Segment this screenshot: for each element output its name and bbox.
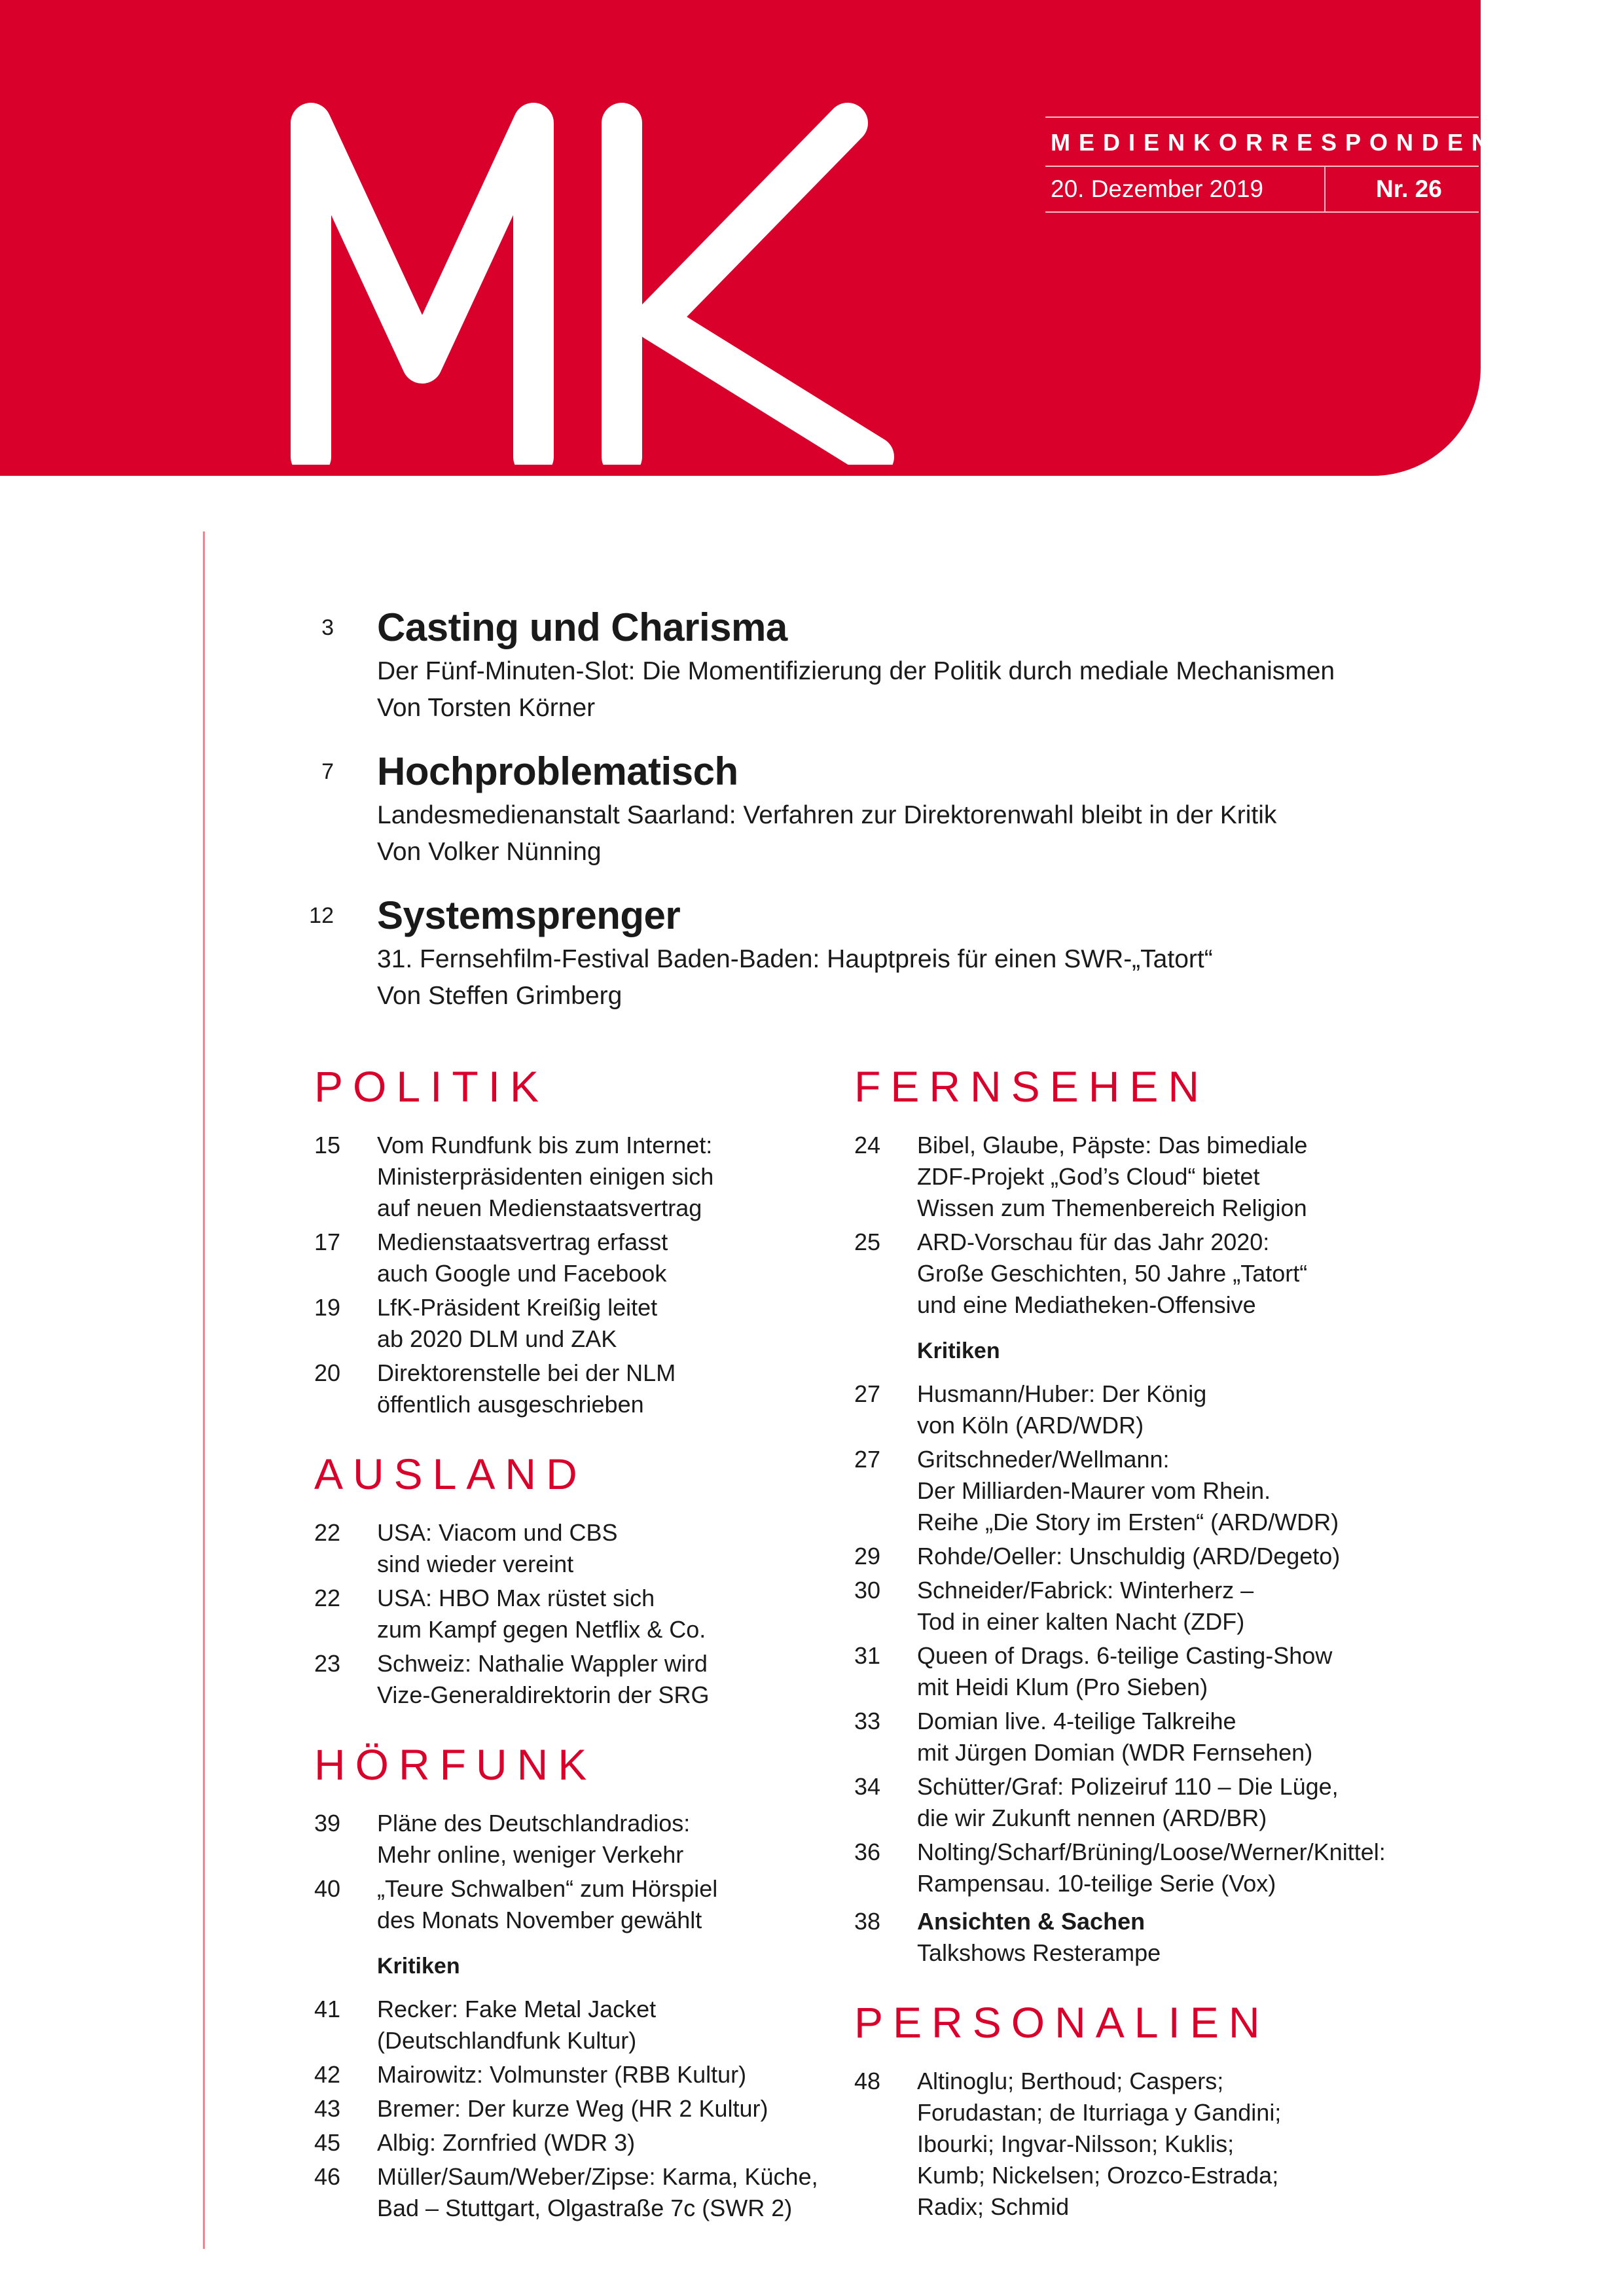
entry-text: Bremer: Der kurze Weg (HR 2 Kultur) xyxy=(377,2095,768,2122)
page-number: 33 xyxy=(854,1708,881,1734)
page-number: 12 xyxy=(309,903,334,928)
page-number: 34 xyxy=(854,1773,881,1800)
entry-text: Bad – Stuttgart, Olgastraße 7c (SWR 2) xyxy=(377,2195,793,2221)
page-number: 19 xyxy=(314,1294,341,1321)
entry-text: Albig: Zornfried (WDR 3) xyxy=(377,2129,636,2156)
entry-text: Müller/Saum/Weber/Zipse: Karma, Küche, xyxy=(377,2163,818,2190)
featured-title: Casting und Charisma xyxy=(377,605,787,649)
toc-entry[interactable] xyxy=(314,1227,851,1289)
entry-text: Tod in einer kalten Nacht (ZDF) xyxy=(917,1608,1245,1635)
page-number: 38 xyxy=(854,1908,881,1935)
entry-text: Rohde/Oeller: Unschuldig (ARD/Degeto) xyxy=(917,1543,1341,1570)
entry-text: Bibel, Glaube, Päpste: Das bimediale xyxy=(917,1132,1308,1158)
toc-entry[interactable] xyxy=(854,1130,1483,1224)
section-title-politik: POLITIK xyxy=(314,1062,549,1111)
entry-text: Schütter/Graf: Polizeiruf 110 – Die Lüge, xyxy=(917,1773,1339,1800)
page-number: 46 xyxy=(314,2163,341,2190)
entry-text: Reihe „Die Story im Ersten“ (ARD/WDR) xyxy=(917,1509,1339,1535)
page-number: 42 xyxy=(314,2061,341,2088)
entry-text: Große Geschichten, 50 Jahre „Tatort“ xyxy=(917,1260,1308,1287)
entry-text: Vom Rundfunk bis zum Internet: xyxy=(377,1132,713,1158)
entry-text: Direktorenstelle bei der NLM xyxy=(377,1359,676,1386)
page-number: 23 xyxy=(314,1650,341,1677)
page-number: 27 xyxy=(854,1380,881,1407)
featured-item[interactable] xyxy=(314,746,1492,870)
mk-logo xyxy=(281,98,897,465)
toc-entry[interactable] xyxy=(314,2059,851,2090)
masthead-banner xyxy=(0,0,1521,476)
featured-author: Von Volker Nünning xyxy=(377,838,602,866)
toc-entry[interactable] xyxy=(314,1583,851,1645)
toc-entry[interactable] xyxy=(854,1541,1483,1572)
brand-name: MEDIENKORRESPONDENZ xyxy=(1051,129,1521,156)
page-number: 29 xyxy=(854,1543,881,1570)
toc-entry[interactable] xyxy=(854,2066,1483,2223)
featured-title: Hochproblematisch xyxy=(377,749,738,793)
featured-item[interactable] xyxy=(309,890,1492,1014)
page-number: 31 xyxy=(854,1642,881,1669)
entry-text: und eine Mediatheken-Offensive xyxy=(917,1291,1256,1318)
entry-text: Schneider/Fabrick: Winterherz – xyxy=(917,1577,1254,1604)
page-number: 3 xyxy=(321,615,334,640)
entry-text: USA: Viacom und CBS xyxy=(377,1519,618,1546)
entry-text: Schweiz: Nathalie Wappler wird xyxy=(377,1650,708,1677)
featured-title: Systemsprenger xyxy=(377,893,681,937)
page-number: 30 xyxy=(854,1577,881,1604)
page-number: 36 xyxy=(854,1839,881,1865)
page-number: 24 xyxy=(854,1132,881,1158)
section-title-hoerfunk: HÖRFUNK xyxy=(314,1740,597,1789)
entry-title: Ansichten & Sachen xyxy=(917,1908,1146,1935)
toc-entry[interactable] xyxy=(854,1227,1483,1321)
entry-text: von Köln (ARD/WDR) xyxy=(917,1412,1144,1439)
entry-text: Gritschneder/Wellmann: xyxy=(917,1446,1170,1473)
entry-text: Radix; Schmid xyxy=(917,2193,1070,2220)
entry-text: mit Heidi Klum (Pro Sieben) xyxy=(917,1674,1208,1700)
toc-entry[interactable] xyxy=(854,1771,1483,1834)
entry-text: Der Milliarden-Maurer vom Rhein. xyxy=(917,1477,1271,1504)
entry-text: Medienstaatsvertrag erfasst xyxy=(377,1229,668,1255)
entry-text: USA: HBO Max rüstet sich xyxy=(377,1585,655,1611)
entry-text: Mehr online, weniger Verkehr xyxy=(377,1841,684,1868)
entry-text: Talkshows Resterampe xyxy=(917,1939,1161,1966)
page-number: 39 xyxy=(314,1810,341,1837)
toc-entry[interactable] xyxy=(314,1808,851,1871)
entry-text: die wir Zukunft nennen (ARD/BR) xyxy=(917,1804,1267,1831)
featured-subtitle: Der Fünf-Minuten-Slot: Die Momentifizierung der Politik durch mediale Mechanismen xyxy=(377,657,1335,685)
toc-entry[interactable] xyxy=(314,1292,851,1355)
featured-articles xyxy=(309,602,1492,1034)
entry-text: auf neuen Medienstaatsvertrag xyxy=(377,1194,702,1221)
toc-entry[interactable] xyxy=(314,1648,851,1711)
page-number: 48 xyxy=(854,2068,881,2094)
toc-entry[interactable] xyxy=(854,1706,1483,1768)
page-number: 40 xyxy=(314,1875,341,1902)
entry-text: auch Google und Facebook xyxy=(377,1260,667,1287)
page-number: 20 xyxy=(314,1359,341,1386)
entry-text: Vize-Generaldirektorin der SRG xyxy=(377,1681,710,1708)
divider xyxy=(1045,211,1479,213)
section-title-personalien: PERSONALIEN xyxy=(854,1998,1270,2047)
section-title-fernsehen: FERNSEHEN xyxy=(854,1062,1210,1111)
toc-entry[interactable] xyxy=(854,1444,1483,1538)
featured-subtitle: 31. Fernsehfilm-Festival Baden-Baden: Hauptpreis für einen SWR-„Tatort“ xyxy=(377,945,1213,973)
entry-text: „Teure Schwalben“ zum Hörspiel xyxy=(377,1875,718,1902)
featured-author: Von Torsten Körner xyxy=(377,694,596,722)
toc-entry[interactable] xyxy=(314,1517,851,1580)
entry-text: LfK-Präsident Kreißig leitet xyxy=(377,1294,658,1321)
entry-text: Domian live. 4-teilige Talkreihe xyxy=(917,1708,1236,1734)
entry-text: Mairowitz: Volmunster (RBB Kultur) xyxy=(377,2061,747,2088)
entry-text: Nolting/Scharf/Brüning/Loose/Werner/Knittel: xyxy=(917,1839,1386,1865)
page-number: 27 xyxy=(854,1446,881,1473)
masthead-info xyxy=(1045,117,1521,213)
page-number: 41 xyxy=(314,1996,341,2022)
page-number: 22 xyxy=(314,1519,341,1546)
section-title-ausland: AUSLAND xyxy=(314,1450,587,1498)
toc-entry[interactable] xyxy=(314,1357,851,1420)
toc-entry[interactable] xyxy=(314,2093,851,2125)
page-number: 17 xyxy=(314,1229,341,1255)
page-number: 43 xyxy=(314,2095,341,2122)
entry-text: Husmann/Huber: Der König xyxy=(917,1380,1207,1407)
entry-text: ARD-Vorschau für das Jahr 2020: xyxy=(917,1229,1270,1255)
entry-text: zum Kampf gegen Netflix & Co. xyxy=(377,1616,706,1643)
issue-date: 20. Dezember 2019 xyxy=(1051,175,1263,202)
entry-text: sind wieder vereint xyxy=(377,1551,574,1577)
entry-text: des Monats November gewählt xyxy=(377,1907,702,1933)
page-number: 7 xyxy=(321,759,334,784)
toc-entry[interactable] xyxy=(314,2161,851,2224)
entry-text: Ibourki; Ingvar-Nilsson; Kuklis; xyxy=(917,2130,1235,2157)
toc-entry[interactable] xyxy=(314,1873,851,1936)
entry-text: Pläne des Deutschlandradios: xyxy=(377,1810,691,1837)
page-number: 15 xyxy=(314,1132,341,1158)
entry-text: Rampensau. 10-teilige Serie (Vox) xyxy=(917,1870,1276,1897)
page-number: 25 xyxy=(854,1229,881,1255)
featured-subtitle: Landesmedienanstalt Saarland: Verfahren zur Direktorenwahl bleibt in der Kritik xyxy=(377,801,1277,829)
featured-item[interactable] xyxy=(314,602,1492,726)
entry-text: öffentlich ausgeschrieben xyxy=(377,1391,644,1418)
toc-entry[interactable] xyxy=(854,1378,1483,1441)
toc-entry[interactable] xyxy=(854,1640,1483,1703)
entry-text: Kumb; Nickelsen; Orozco-Estrada; xyxy=(917,2162,1279,2189)
entry-text: Ministerpräsidenten einigen sich xyxy=(377,1163,714,1190)
entry-text: Altinoglu; Berthoud; Caspers; xyxy=(917,2068,1224,2094)
left-column xyxy=(314,1060,851,2227)
issue-number: Nr. 26 xyxy=(1376,175,1442,202)
entry-text: (Deutschlandfunk Kultur) xyxy=(377,2027,637,2054)
toc-entry-ansichten[interactable] xyxy=(854,1906,1483,1969)
entry-text: Recker: Fake Metal Jacket xyxy=(377,1996,657,2022)
page-number: 22 xyxy=(314,1585,341,1611)
subhead-kritiken: Kritiken xyxy=(377,1954,460,1979)
entry-text: ZDF-Projekt „God’s Cloud“ bietet xyxy=(917,1163,1260,1190)
toc-entry[interactable] xyxy=(314,2127,851,2159)
toc-entry[interactable] xyxy=(854,1575,1483,1638)
entry-text: Wissen zum Themenbereich Religion xyxy=(917,1194,1307,1221)
featured-author: Von Steffen Grimberg xyxy=(377,982,623,1010)
page-number: 45 xyxy=(314,2129,341,2156)
toc-entry[interactable] xyxy=(314,1130,851,1224)
toc-entry[interactable] xyxy=(854,1837,1483,1899)
logo-text: MK xyxy=(281,98,283,99)
toc-entry[interactable] xyxy=(314,1994,851,2056)
entry-text: Forudastan; de Iturriaga y Gandini; xyxy=(917,2099,1282,2126)
subhead-kritiken: Kritiken xyxy=(917,1338,1000,1363)
margin-rule xyxy=(203,531,205,2249)
entry-text: mit Jürgen Domian (WDR Fernsehen) xyxy=(917,1739,1313,1766)
right-column xyxy=(854,1060,1483,2225)
entry-text: ab 2020 DLM und ZAK xyxy=(377,1325,617,1352)
entry-text: Queen of Drags. 6-teilige Casting-Show xyxy=(917,1642,1333,1669)
